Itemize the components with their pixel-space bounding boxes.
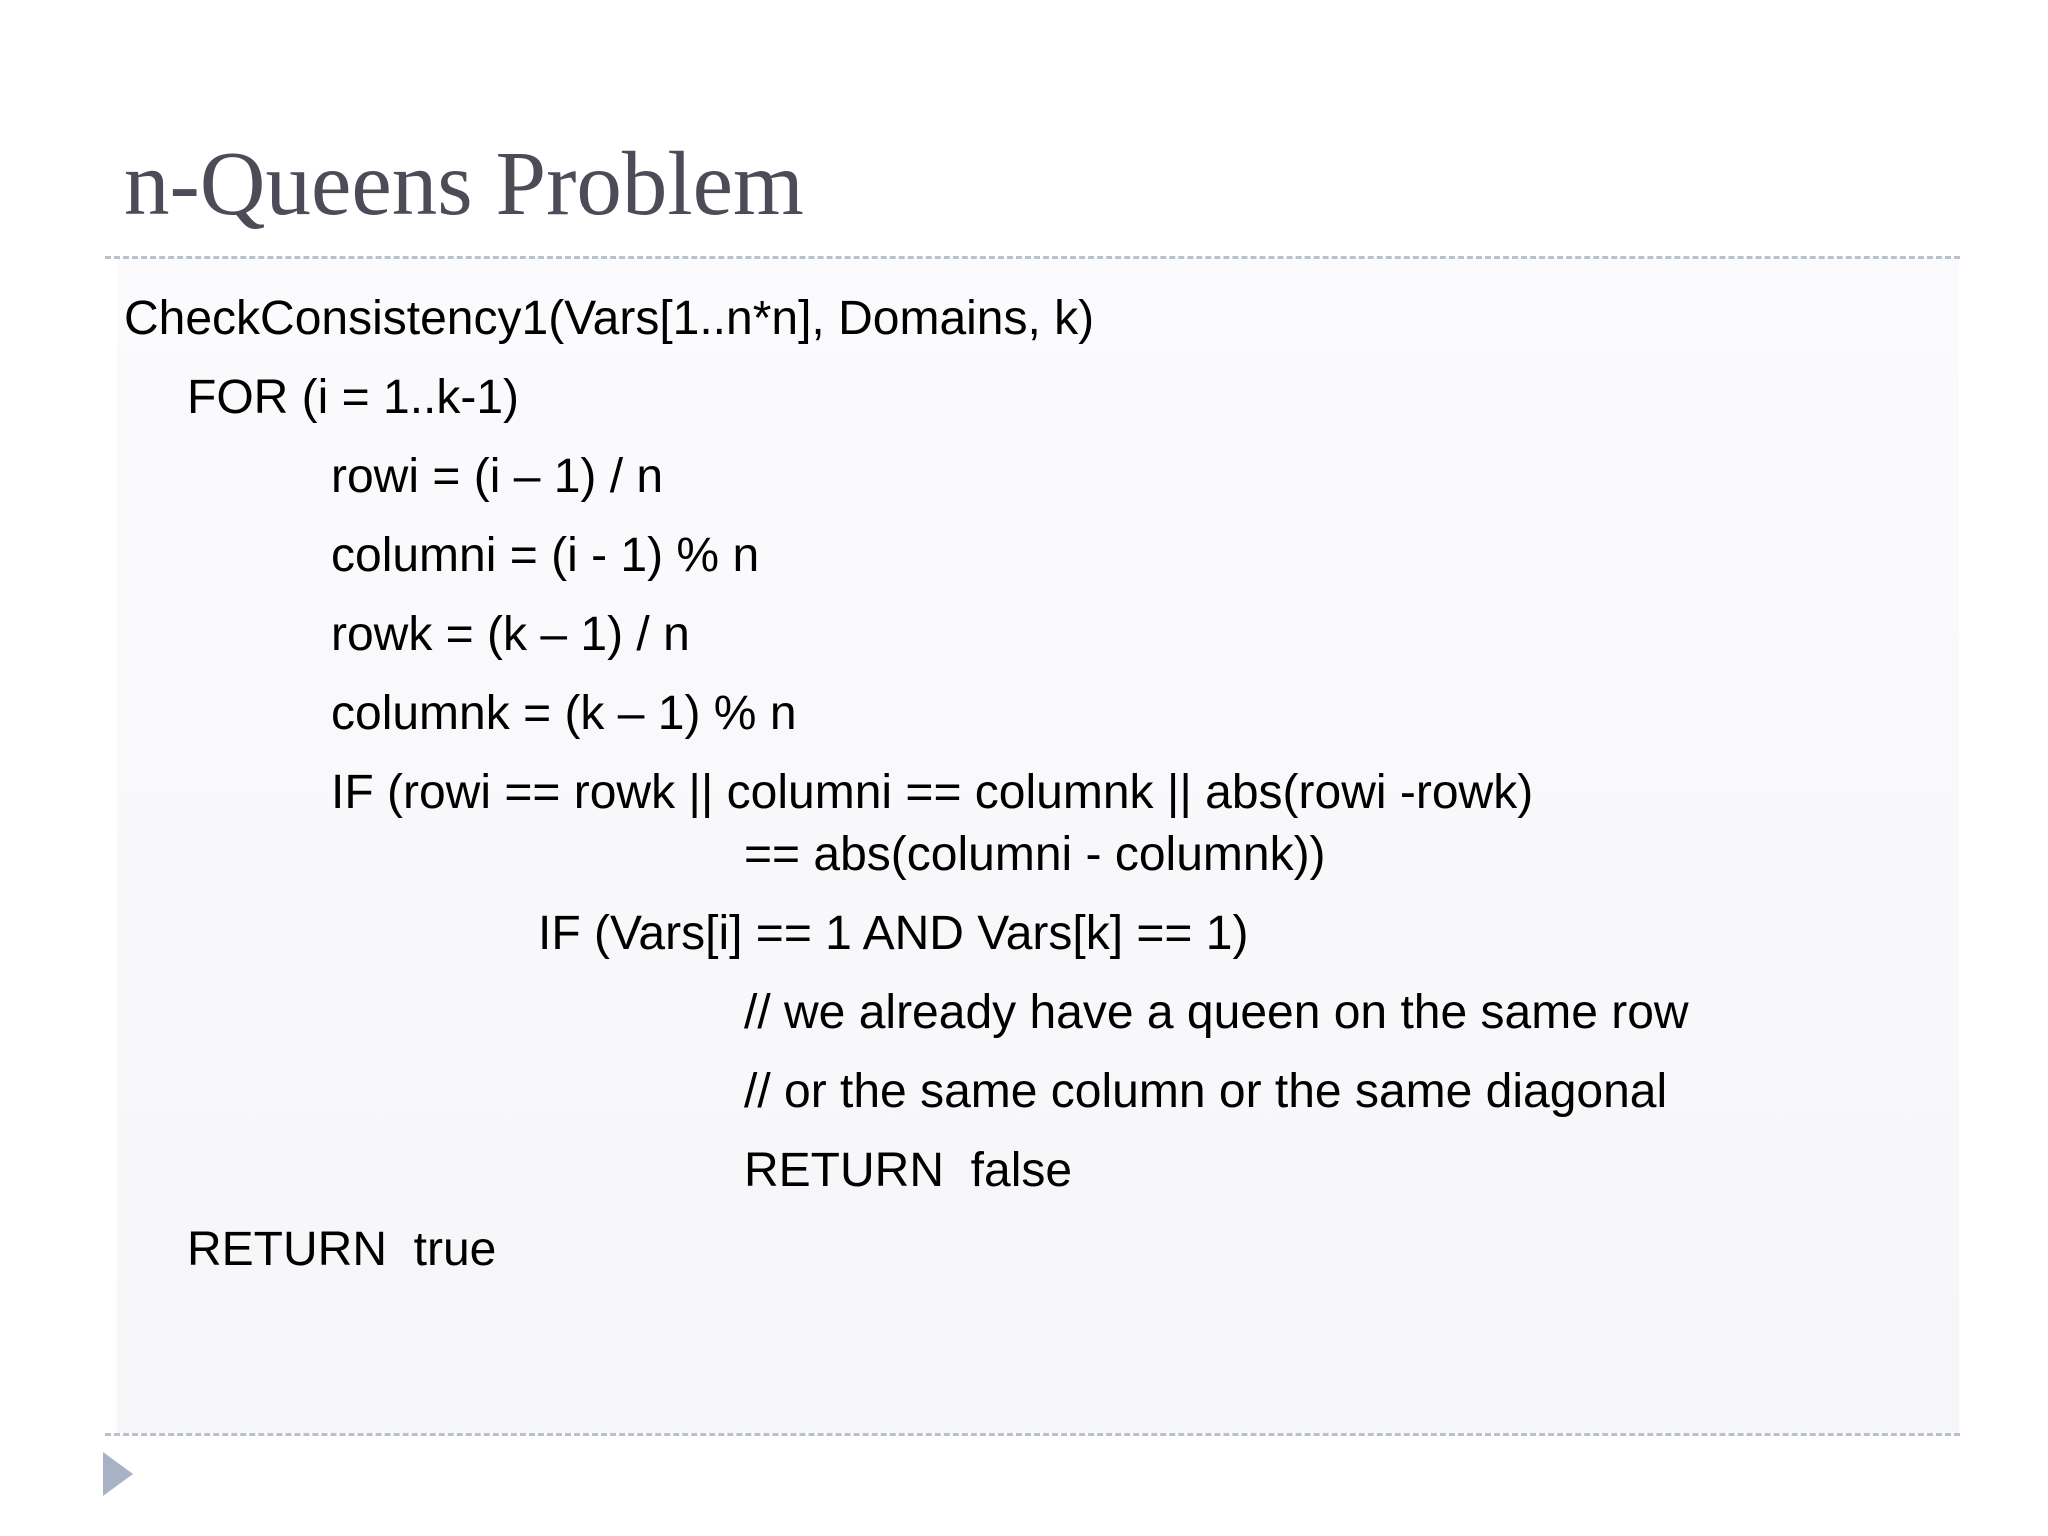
footer-divider — [105, 1433, 1960, 1436]
title-divider — [105, 256, 1960, 259]
code-line-rowk: rowk = (k – 1) / n — [331, 608, 690, 661]
code-line-columni: columni = (i - 1) % n — [331, 529, 760, 582]
code-line-rowi: rowi = (i – 1) / n — [331, 450, 664, 503]
code-line-return-false: RETURN false — [744, 1144, 1073, 1197]
code-line-if-condition: IF (rowi == rowk || columni == columnk || abs(rowi -rowk) — [331, 766, 1534, 819]
code-line-comment-column-diagonal: // or the same column or the same diagonal — [744, 1065, 1668, 1118]
code-line-columnk: columnk = (k – 1) % n — [331, 687, 797, 740]
code-line-return-true: RETURN true — [187, 1223, 497, 1276]
code-line-comment-row: // we already have a queen on the same row — [744, 986, 1689, 1039]
code-line-function-signature: CheckConsistency1(Vars[1..n*n], Domains, k) — [124, 292, 1095, 345]
code-line-if-vars: IF (Vars[i] == 1 AND Vars[k] == 1) — [538, 907, 1249, 960]
slide-title: n-Queens Problem — [124, 133, 804, 234]
code-line-if-condition-continued: == abs(columni - columnk)) — [744, 828, 1326, 881]
triangle-right-icon — [103, 1452, 133, 1496]
code-line-for-loop: FOR (i = 1..k-1) — [187, 371, 520, 424]
